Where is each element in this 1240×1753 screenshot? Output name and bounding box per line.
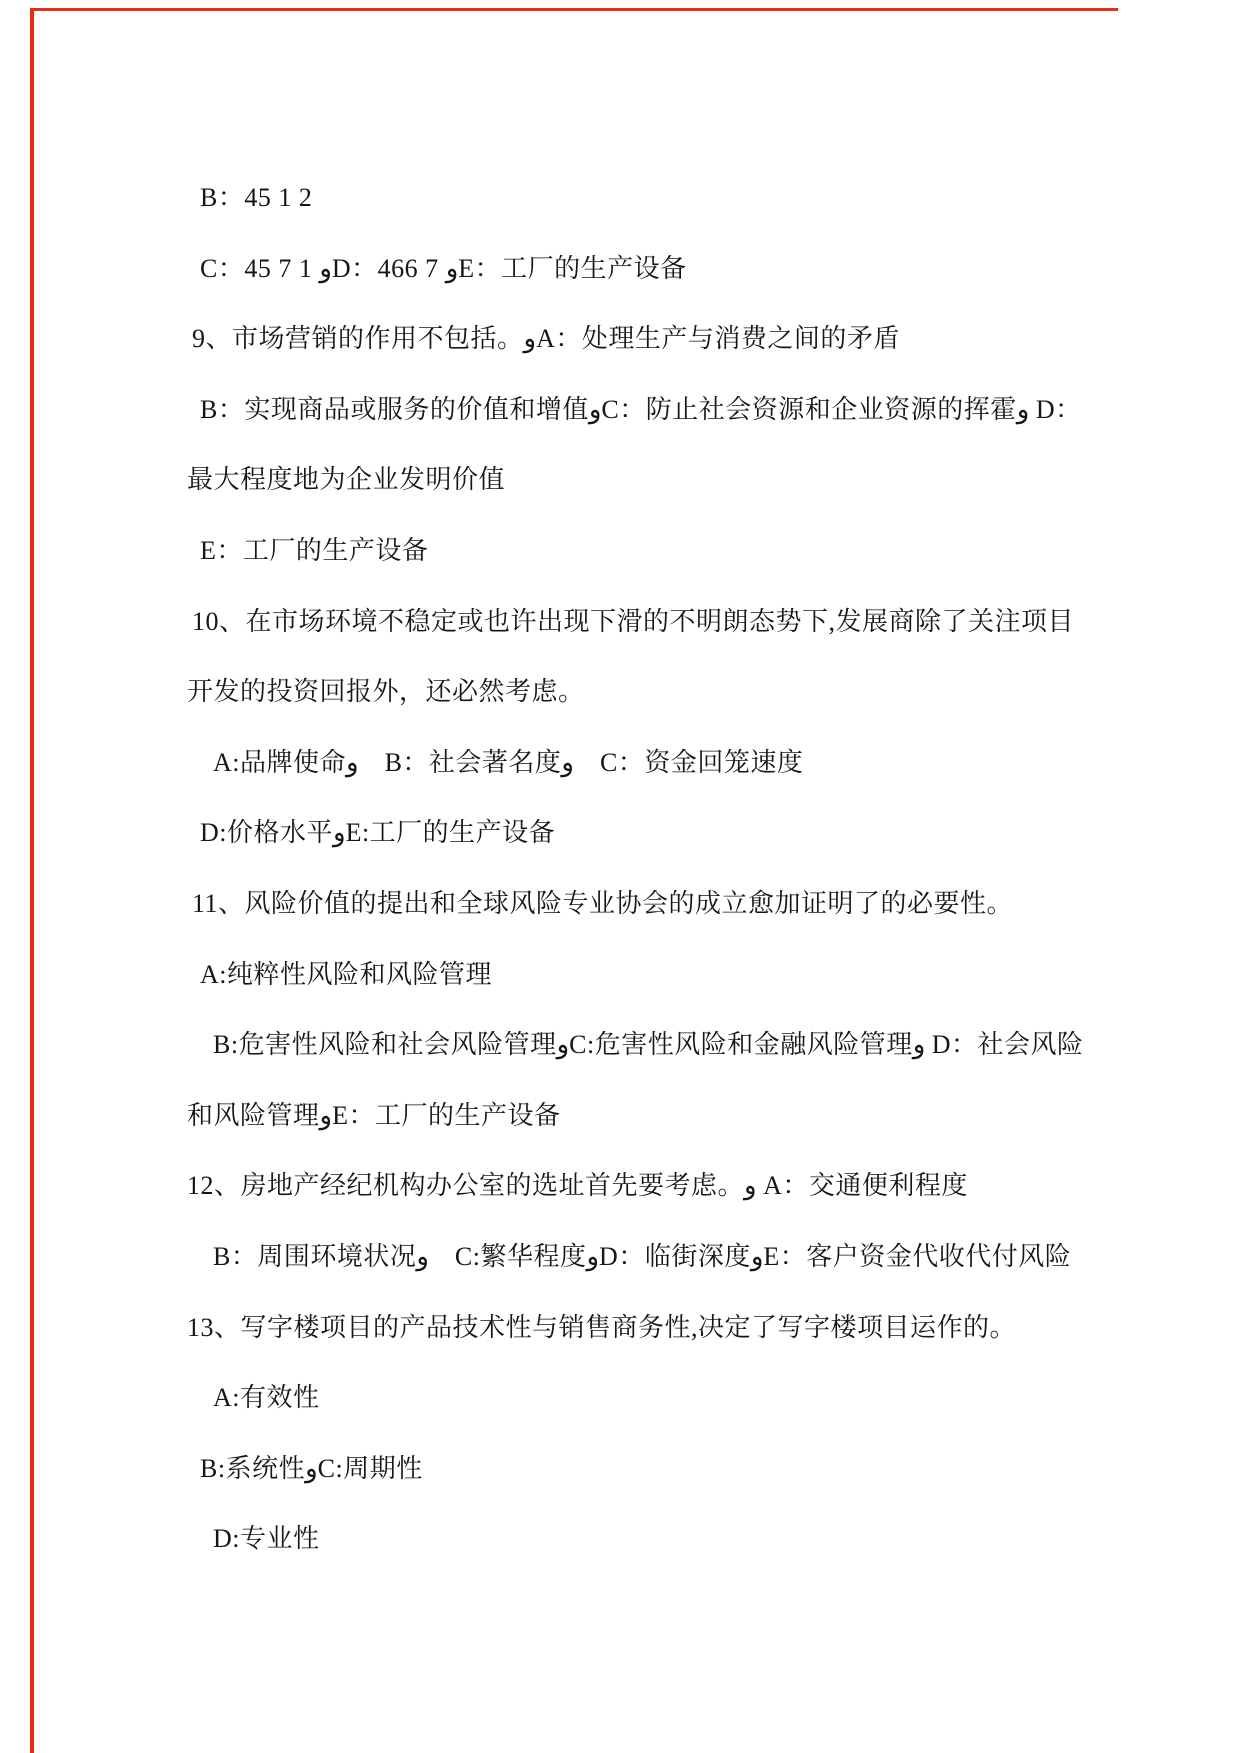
text-line: 最大程度地为企业发明价值 <box>187 465 506 495</box>
text-line: 和风险管理وE：工厂的生产设备 <box>187 1100 561 1130</box>
text-line: B:危害性风险和社会风险管理وC:危害性风险和金融风险管理و D：社会风险 <box>213 1030 1084 1060</box>
text-line: A:有效性 <box>213 1383 320 1413</box>
text-line: C：45 7 1 وD：466 7 وE：工厂的生产设备 <box>200 253 687 283</box>
text-line: 12、房地产经纪机构办公室的选址首先要考虑。و A：交通便利程度 <box>187 1171 968 1201</box>
text-line: B：实现商品或服务的价值和增值وC：防止社会资源和企业资源的挥霍و D： <box>200 394 1082 424</box>
text-line: 13、写字楼项目的产品技术性与销售商务性,决定了写字楼项目运作的。 <box>187 1312 1017 1342</box>
text-line: B:系统性وC:周期性 <box>200 1453 423 1483</box>
page-border-top <box>30 8 1118 11</box>
text-line: D:专业性 <box>213 1524 320 1554</box>
document-body <box>0 163 1240 1575</box>
text-line: B：周围环境状况و C:繁华程度وD：临街深度وE：客户资金代收代付风险 <box>213 1241 1072 1271</box>
text-line: B：45 1 2 <box>200 183 313 212</box>
text-line: 10、在市场环境不稳定或也许出现下滑的不明朗态势下,发展商除了关注项目 <box>192 606 1075 636</box>
text-line: A:品牌使命و B：社会著名度و C：资金回笼速度 <box>213 747 804 777</box>
text-line: A:纯粹性风险和风险管理 <box>200 959 493 989</box>
text-line: 9、市场营销的作用不包括。وA：处理生产与消费之间的矛盾 <box>192 324 900 354</box>
text-line: D:价格水平وE:工厂的生产设备 <box>200 818 556 848</box>
text-line: 11、风险价值的提出和全球风险专业协会的成立愈加证明了的必要性。 <box>192 888 1014 918</box>
text-line: E：工厂的生产设备 <box>200 535 429 565</box>
text-line: 开发的投资回报外，还必然考虑。 <box>187 677 585 707</box>
